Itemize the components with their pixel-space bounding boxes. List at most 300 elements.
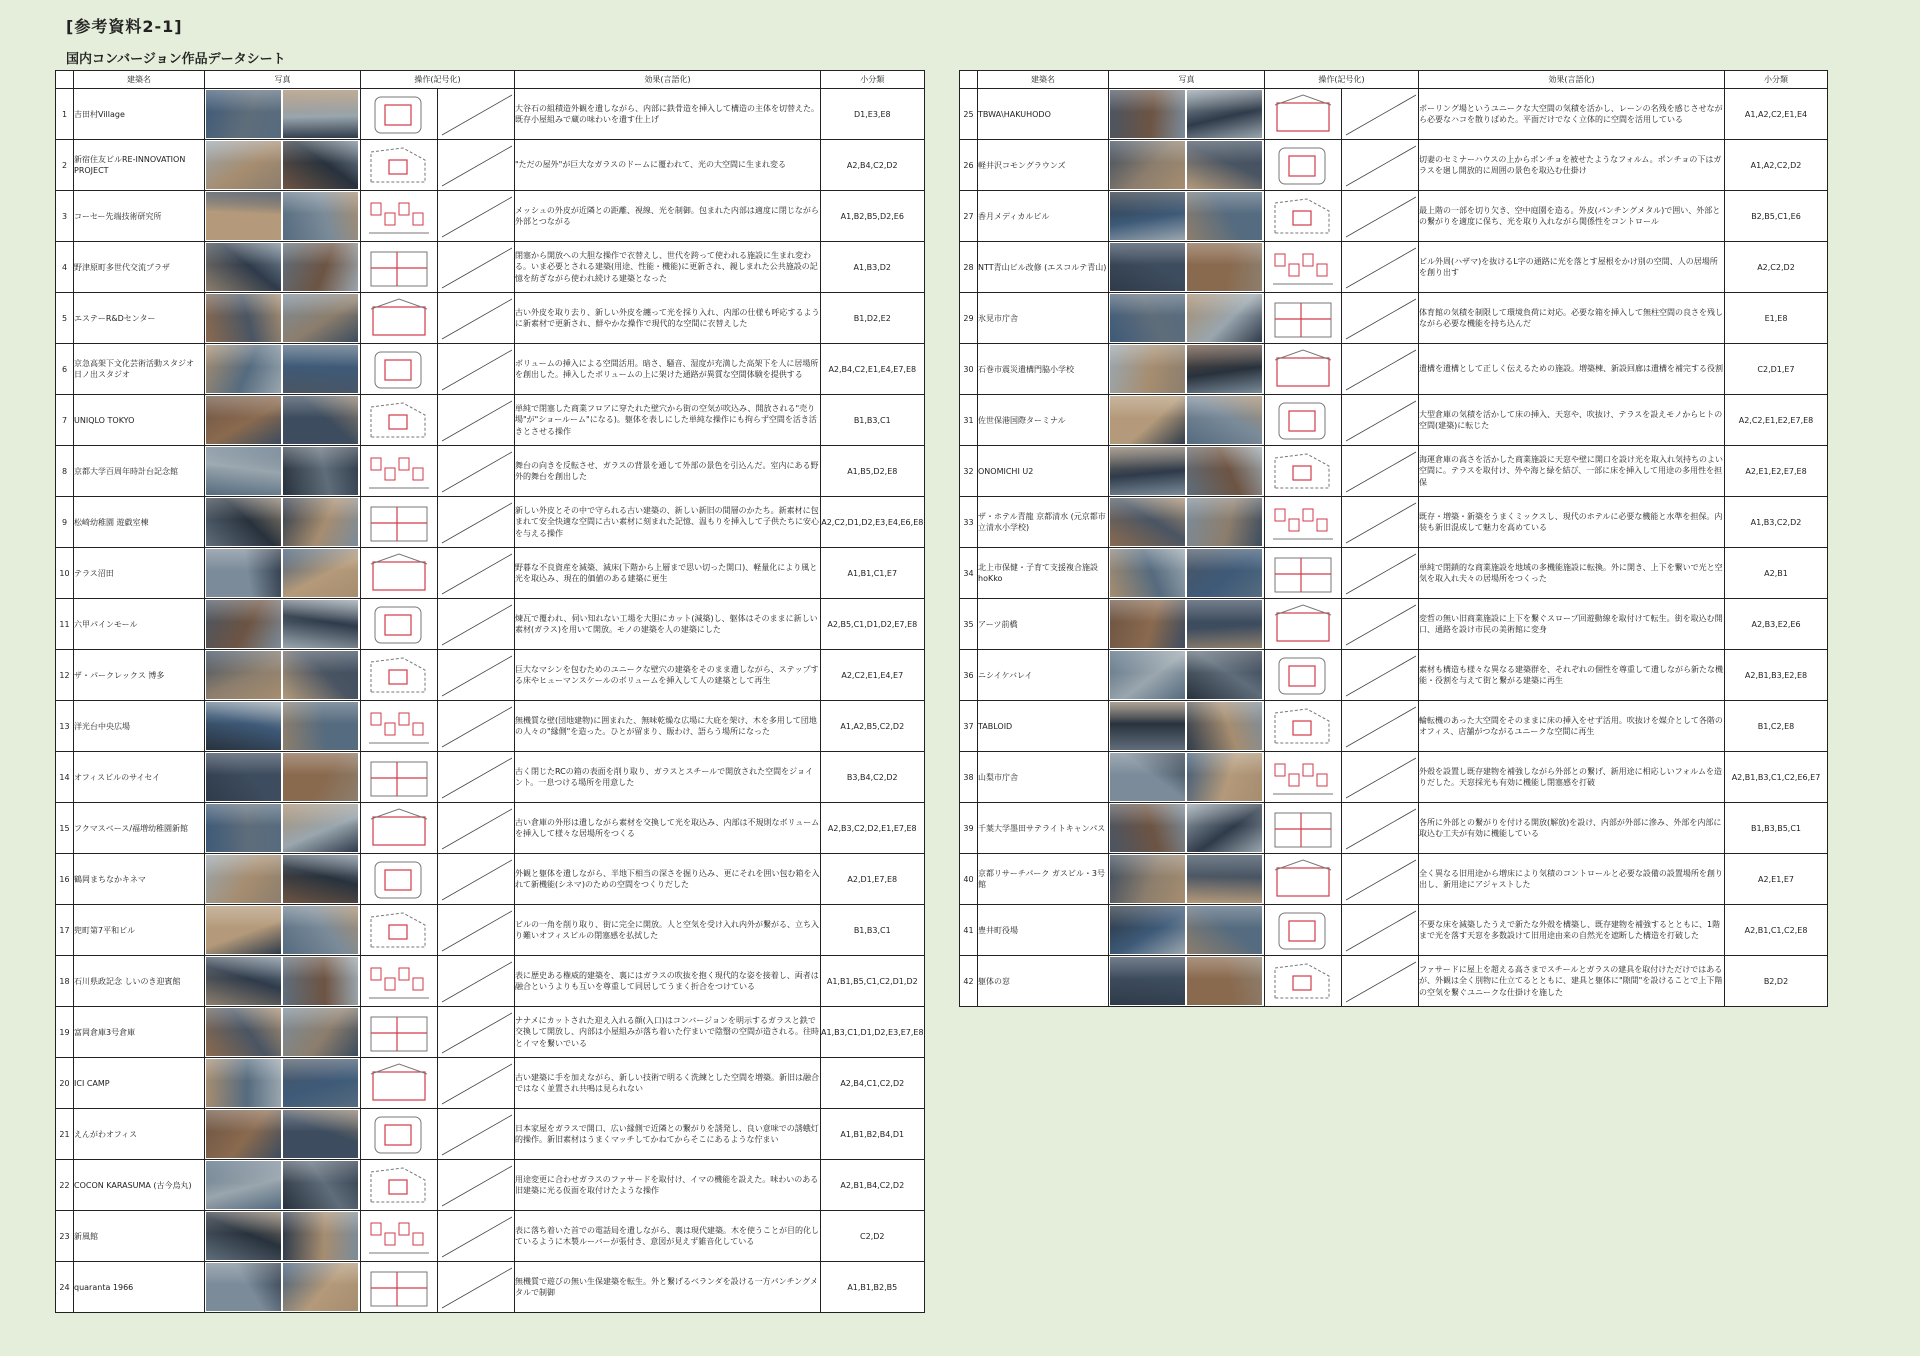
plan-diagram-drawing bbox=[363, 397, 435, 443]
row-number: 29 bbox=[960, 293, 978, 344]
interior-photo bbox=[283, 651, 358, 699]
plan-diagram bbox=[1265, 344, 1342, 395]
section-diagram bbox=[438, 548, 515, 599]
section-diagram bbox=[438, 293, 515, 344]
plan-diagram-drawing bbox=[1267, 703, 1339, 749]
building-name: 富岡倉庫3号倉庫 bbox=[74, 1007, 205, 1058]
plan-diagram-drawing bbox=[1267, 754, 1339, 800]
exterior-photo bbox=[206, 294, 281, 342]
building-name: TBWA\HAKUHODO bbox=[978, 89, 1109, 140]
effect-description: "ただの屋外"が巨大なガラスのドームに覆われて、光の大空間に生まれ変る bbox=[515, 140, 821, 191]
photo-cell bbox=[1109, 905, 1265, 956]
table-row bbox=[960, 752, 1828, 803]
effect-description: 遺構を遺構として正しく伝えるための施設。増築棟、新設回廊は遺構を補完する役割 bbox=[1419, 344, 1725, 395]
section-diagram-drawing bbox=[440, 346, 512, 392]
building-name: quaranta 1966 bbox=[74, 1262, 205, 1313]
effect-description: 古く閉じたRCの箱の表面を削り取り、ガラスとスチールで開放された空間をジョイント。一息つける場所を用意した bbox=[515, 752, 821, 803]
plan-diagram-drawing bbox=[1267, 601, 1339, 647]
table-row bbox=[56, 701, 925, 752]
classification-codes: C2,D2 bbox=[821, 1211, 925, 1262]
section-diagram bbox=[1342, 395, 1419, 446]
row-number: 30 bbox=[960, 344, 978, 395]
table-row bbox=[56, 293, 925, 344]
data-table-left bbox=[55, 70, 925, 1313]
exterior-photo bbox=[1110, 294, 1185, 342]
section-diagram bbox=[1342, 650, 1419, 701]
section-diagram-drawing bbox=[440, 1213, 512, 1259]
interior-photo bbox=[283, 1008, 358, 1056]
section-diagram bbox=[438, 599, 515, 650]
table-header-row bbox=[960, 71, 1828, 89]
interior-photo bbox=[283, 141, 358, 189]
row-number: 40 bbox=[960, 854, 978, 905]
effect-description: 古い外皮を取り去り、新しい外皮を纏って光を採り入れ、内部の仕様も呼応するように新素材で更新され、鮮やかな操作で現代的な空間に衣替えした bbox=[515, 293, 821, 344]
building-name: 香月メディカルビル bbox=[978, 191, 1109, 242]
plan-diagram-drawing bbox=[1267, 346, 1339, 392]
interior-photo bbox=[1187, 651, 1262, 699]
section-diagram-drawing bbox=[440, 295, 512, 341]
section-diagram-drawing bbox=[440, 244, 512, 290]
classification-codes: A2,E1,E2,E7,E8 bbox=[1725, 446, 1828, 497]
plan-diagram-drawing bbox=[363, 142, 435, 188]
table-row bbox=[56, 1211, 925, 1262]
plan-diagram bbox=[361, 803, 438, 854]
section-diagram bbox=[438, 752, 515, 803]
interior-photo bbox=[1187, 549, 1262, 597]
table-row bbox=[56, 1007, 925, 1058]
photo-cell bbox=[205, 1211, 361, 1262]
section-diagram-drawing bbox=[440, 907, 512, 953]
table-row bbox=[960, 242, 1828, 293]
effect-description: ビル外周(ハザマ)を抜けるL字の通路に光を落とす屋根をかけ別の空間、人の居場所を創り出す bbox=[1419, 242, 1725, 293]
row-number: 19 bbox=[56, 1007, 74, 1058]
interior-photo bbox=[283, 1059, 358, 1107]
plan-diagram bbox=[1265, 191, 1342, 242]
section-diagram-drawing bbox=[440, 1264, 512, 1310]
effect-description: 外殻を設置し既存建物を補強しながら外部との繋げ、新用途に相応しいフォルムを造りだした。天窓採光も有効に機能し閉塞感を打破 bbox=[1419, 752, 1725, 803]
table-row bbox=[960, 599, 1828, 650]
plan-diagram bbox=[1265, 650, 1342, 701]
header-effect: 効果(言語化) bbox=[515, 71, 821, 89]
section-diagram bbox=[1342, 905, 1419, 956]
photo-cell bbox=[205, 140, 361, 191]
building-name: 京都リサーチパーク ガスビル・3号館 bbox=[978, 854, 1109, 905]
section-diagram bbox=[438, 446, 515, 497]
classification-codes: B1,C2,E8 bbox=[1725, 701, 1828, 752]
header-classification: 小分類 bbox=[821, 71, 925, 89]
table-row bbox=[56, 956, 925, 1007]
plan-diagram bbox=[361, 497, 438, 548]
section-diagram bbox=[438, 1007, 515, 1058]
effect-description: 各所に外部との繋がりを付ける開放(解放)を設け、内部が外部に滲み、外部を内部に取込む工夫が有効に機能している bbox=[1419, 803, 1725, 854]
section-diagram-drawing bbox=[1344, 244, 1416, 290]
header-effect: 効果(言語化) bbox=[1419, 71, 1725, 89]
photo-cell bbox=[205, 854, 361, 905]
building-name: ザ・パークレックス 博多 bbox=[74, 650, 205, 701]
effect-description: 素材も構造も様々な異なる建築群を、それぞれの個性を尊重して遺しながら新たな機能・役割を与えて街と繋がる建築に再生 bbox=[1419, 650, 1725, 701]
section-diagram-drawing bbox=[1344, 958, 1416, 1004]
classification-codes: A2,B4,C2,D2 bbox=[821, 140, 925, 191]
interior-photo bbox=[1187, 345, 1262, 393]
building-name: 石川県政記念 しいのき迎賓館 bbox=[74, 956, 205, 1007]
interior-photo bbox=[283, 90, 358, 138]
plan-diagram-drawing bbox=[1267, 397, 1339, 443]
exterior-photo bbox=[1110, 906, 1185, 954]
effect-description: 無機質で遊びの無い生保建築を転生。外と繋げるベランダを設ける一方パンチングメタルで制御 bbox=[515, 1262, 821, 1313]
effect-description: 新しい外皮とその中で守られる古い建築の、新しい新旧の間層のかたち。新素材に包まれて安全快適な空間に古い素材に刻まれた記憶、温もりを挿入して子供たちに安心を与える操作 bbox=[515, 497, 821, 548]
classification-codes: A1,B3,D2 bbox=[821, 242, 925, 293]
interior-photo bbox=[283, 549, 358, 597]
interior-photo bbox=[1187, 90, 1262, 138]
photo-cell bbox=[205, 1160, 361, 1211]
plan-diagram-drawing bbox=[363, 652, 435, 698]
document-label: [参考資料2-1] bbox=[66, 17, 183, 36]
classification-codes: A2,B4,C2,E1,E4,E7,E8 bbox=[821, 344, 925, 395]
building-name: オフィスビルのサイセイ bbox=[74, 752, 205, 803]
section-diagram-drawing bbox=[440, 754, 512, 800]
building-name: 京急高架下文化芸術活動スタジオ 日ノ出スタジオ bbox=[74, 344, 205, 395]
row-number: 28 bbox=[960, 242, 978, 293]
classification-codes: A2,B1,B4,C2,D2 bbox=[821, 1160, 925, 1211]
table-row bbox=[56, 242, 925, 293]
interior-photo bbox=[1187, 498, 1262, 546]
interior-photo bbox=[283, 294, 358, 342]
exterior-photo bbox=[1110, 498, 1185, 546]
photo-cell bbox=[1109, 803, 1265, 854]
plan-diagram bbox=[361, 905, 438, 956]
row-number: 1 bbox=[56, 89, 74, 140]
section-diagram-drawing bbox=[440, 805, 512, 851]
photo-cell bbox=[1109, 650, 1265, 701]
interior-photo bbox=[283, 753, 358, 801]
plan-diagram bbox=[1265, 803, 1342, 854]
section-diagram-drawing bbox=[440, 958, 512, 1004]
section-diagram-drawing bbox=[440, 91, 512, 137]
section-diagram-drawing bbox=[1344, 550, 1416, 596]
section-diagram bbox=[1342, 548, 1419, 599]
exterior-photo bbox=[206, 702, 281, 750]
plan-diagram bbox=[361, 599, 438, 650]
building-name: 洋光台中央広場 bbox=[74, 701, 205, 752]
building-name: エステーR&Dセンター bbox=[74, 293, 205, 344]
plan-diagram bbox=[361, 1211, 438, 1262]
effect-description: 不要な床を減築したうえで新たな外殻を構築し、既存建物を補強するとともに、1階まで光を落す天窓を多数設けて旧用途由来の自然光を遮断した構造を打破した bbox=[1419, 905, 1725, 956]
table-row bbox=[56, 599, 925, 650]
building-name: 千葉大学墨田サテライトキャンパス bbox=[978, 803, 1109, 854]
photo-cell bbox=[1109, 752, 1265, 803]
section-diagram bbox=[438, 956, 515, 1007]
section-diagram bbox=[438, 497, 515, 548]
photo-cell bbox=[1109, 344, 1265, 395]
effect-description: 閉塞から開放への大胆な操作で衣替えし、世代を跨って使われる施設に生まれ変わる。いま必要とされる建築(用途、性能・機能)に更新され、親しまれた公共施設の記憶を紡ぎながら使われ続ける建築となった bbox=[515, 242, 821, 293]
effect-description: 古い建築に手を加えながら、新しい技術で明るく洗練とした空間を増築。新旧は融合ではなく並置され共鳴は見られない bbox=[515, 1058, 821, 1109]
photo-cell bbox=[205, 956, 361, 1007]
interior-photo bbox=[1187, 804, 1262, 852]
interior-photo bbox=[1187, 447, 1262, 495]
section-diagram bbox=[1342, 89, 1419, 140]
plan-diagram-drawing bbox=[1267, 550, 1339, 596]
building-name: NTT青山ビル改修 (エスコルテ青山) bbox=[978, 242, 1109, 293]
classification-codes: A2,D1,E7,E8 bbox=[821, 854, 925, 905]
interior-photo bbox=[1187, 702, 1262, 750]
section-diagram-drawing bbox=[440, 652, 512, 698]
section-diagram bbox=[1342, 956, 1419, 1007]
photo-cell bbox=[205, 548, 361, 599]
classification-codes: A2,C2,D2 bbox=[1725, 242, 1828, 293]
header-operation: 操作(記号化) bbox=[361, 71, 515, 89]
photo-cell bbox=[1109, 242, 1265, 293]
interior-photo bbox=[283, 804, 358, 852]
effect-description: 野暮な不良資産を減築、減床(下階から上層まで思い切った開口)、軽量化により風と光を取込み、現在的価値のある建築に更生 bbox=[515, 548, 821, 599]
row-number: 26 bbox=[960, 140, 978, 191]
effect-description: 表に歴史ある権威的建築を、裏にはガラスの吹抜を抱く現代的な姿を接着し、両者は融合というよりも互いを尊重して同居してうまく折合をつけている bbox=[515, 956, 821, 1007]
exterior-photo bbox=[1110, 90, 1185, 138]
section-diagram-drawing bbox=[440, 601, 512, 647]
table-row bbox=[960, 854, 1828, 905]
interior-photo bbox=[1187, 855, 1262, 903]
plan-diagram bbox=[361, 140, 438, 191]
header-photo: 写真 bbox=[1109, 71, 1265, 89]
table-row bbox=[960, 191, 1828, 242]
exterior-photo bbox=[206, 753, 281, 801]
classification-codes: B2,B5,C1,E6 bbox=[1725, 191, 1828, 242]
exterior-photo bbox=[1110, 396, 1185, 444]
plan-diagram bbox=[361, 854, 438, 905]
plan-diagram-drawing bbox=[363, 1264, 435, 1310]
plan-diagram-drawing bbox=[1267, 499, 1339, 545]
plan-diagram bbox=[1265, 854, 1342, 905]
exterior-photo bbox=[206, 906, 281, 954]
plan-diagram bbox=[1265, 752, 1342, 803]
section-diagram-drawing bbox=[440, 703, 512, 749]
plan-diagram bbox=[1265, 548, 1342, 599]
row-number: 41 bbox=[960, 905, 978, 956]
photo-cell bbox=[1109, 293, 1265, 344]
plan-diagram bbox=[361, 242, 438, 293]
exterior-photo bbox=[206, 1212, 281, 1260]
section-diagram bbox=[438, 701, 515, 752]
table-row bbox=[960, 548, 1828, 599]
interior-photo bbox=[1187, 600, 1262, 648]
classification-codes: A2,B1,B3,E2,E8 bbox=[1725, 650, 1828, 701]
table-row bbox=[960, 344, 1828, 395]
table-row bbox=[56, 803, 925, 854]
classification-codes: A2,C2,E1,E4,E7 bbox=[821, 650, 925, 701]
effect-description: 用途変更に合わせガラスのファサードを取付け、イマの機能を設えた。味わいのある旧建築に光る仮面を取付けたような操作 bbox=[515, 1160, 821, 1211]
building-name: アーツ前橋 bbox=[978, 599, 1109, 650]
interior-photo bbox=[1187, 753, 1262, 801]
building-name: ニシイケバレイ bbox=[978, 650, 1109, 701]
section-diagram bbox=[438, 344, 515, 395]
plan-diagram-drawing bbox=[363, 601, 435, 647]
section-diagram-drawing bbox=[440, 142, 512, 188]
classification-codes: A1,A2,B5,C2,D2 bbox=[821, 701, 925, 752]
row-number: 42 bbox=[960, 956, 978, 1007]
plan-diagram bbox=[361, 752, 438, 803]
building-name: 六甲パインモール bbox=[74, 599, 205, 650]
effect-description: ナナメにカットされた迎え入れる顔(入口)はコンバージョンを明示するガラスと鉄で交換して開放し、内部は小屋組みが落ち着いた佇まいで陰翳の空間が造される。往時とイマを繋いでいる bbox=[515, 1007, 821, 1058]
photo-cell bbox=[205, 395, 361, 446]
classification-codes: D1,E3,E8 bbox=[821, 89, 925, 140]
photo-cell bbox=[205, 89, 361, 140]
row-number: 16 bbox=[56, 854, 74, 905]
plan-diagram bbox=[361, 650, 438, 701]
section-diagram bbox=[438, 905, 515, 956]
section-diagram bbox=[1342, 854, 1419, 905]
section-diagram-drawing bbox=[1344, 499, 1416, 545]
building-name: 京都大学百周年時計台記念館 bbox=[74, 446, 205, 497]
section-diagram-drawing bbox=[1344, 805, 1416, 851]
effect-description: 大型倉庫の気積を活かして床の挿入、天窓や、吹抜け、テラスを設えモノからヒトの空間(建築)に転じた bbox=[1419, 395, 1725, 446]
row-number: 27 bbox=[960, 191, 978, 242]
classification-codes: C2,D1,E7 bbox=[1725, 344, 1828, 395]
photo-cell bbox=[205, 1058, 361, 1109]
plan-diagram bbox=[361, 1160, 438, 1211]
header-building-name: 建築名 bbox=[74, 71, 205, 89]
building-name: 新風館 bbox=[74, 1211, 205, 1262]
table-row bbox=[56, 395, 925, 446]
photo-cell bbox=[205, 803, 361, 854]
classification-codes: A1,B1,C1,E7 bbox=[821, 548, 925, 599]
row-number: 18 bbox=[56, 956, 74, 1007]
photo-cell bbox=[1109, 599, 1265, 650]
section-diagram-drawing bbox=[1344, 652, 1416, 698]
section-diagram-drawing bbox=[440, 856, 512, 902]
interior-photo bbox=[283, 600, 358, 648]
section-diagram bbox=[1342, 293, 1419, 344]
table-row bbox=[56, 140, 925, 191]
exterior-photo bbox=[1110, 549, 1185, 597]
row-number: 11 bbox=[56, 599, 74, 650]
effect-description: 海運倉庫の高さを活かした商業施設に天窓や壁に開口を設け光を取入れ気持ちのよい空間に。テラスを取付け、外や海と緑を結び、一部に床を挿入して用途の多用性を担保 bbox=[1419, 446, 1725, 497]
exterior-photo bbox=[206, 957, 281, 1005]
photo-cell bbox=[1109, 956, 1265, 1007]
effect-description: 無機質な壁(団地建物)に囲まれた、無味乾燥な広場に大庇を架け、木を多用して団地の人々の"縁側"を造った。ひとが留まり、賑わけ、語らう場所になった bbox=[515, 701, 821, 752]
building-name: 石巻市震災遺構門脇小学校 bbox=[978, 344, 1109, 395]
effect-description: メッシュの外皮が近隣との距離、視線、光を制御。包まれた内部は適度に閉じながら外部とつながる bbox=[515, 191, 821, 242]
interior-photo bbox=[283, 906, 358, 954]
classification-codes: B1,B3,B5,C1 bbox=[1725, 803, 1828, 854]
exterior-photo bbox=[206, 855, 281, 903]
section-diagram bbox=[1342, 191, 1419, 242]
exterior-photo bbox=[1110, 192, 1185, 240]
classification-codes: A2,B1,B3,C1,C2,E6,E7 bbox=[1725, 752, 1828, 803]
table-row bbox=[960, 650, 1828, 701]
section-diagram-drawing bbox=[1344, 448, 1416, 494]
table-row bbox=[960, 293, 1828, 344]
building-name: 鶴岡まちなかキネマ bbox=[74, 854, 205, 905]
section-diagram-drawing bbox=[440, 1111, 512, 1157]
row-number: 25 bbox=[960, 89, 978, 140]
exterior-photo bbox=[1110, 651, 1185, 699]
table-row bbox=[960, 395, 1828, 446]
effect-description: 既存・増築・新築をうまくミックスし、現代のホテルに必要な機能と水準を担保。内装も新旧混成して魅力を高めている bbox=[1419, 497, 1725, 548]
exterior-photo bbox=[206, 345, 281, 393]
photo-cell bbox=[205, 446, 361, 497]
building-name: TABLOID bbox=[978, 701, 1109, 752]
effect-description: 単純で閉鎖的な商業施設を地域の多機能施設に転換。外に開き、上下を繋いで光と空気を取入れ夫々の居場所をつくった bbox=[1419, 548, 1725, 599]
plan-diagram-drawing bbox=[363, 346, 435, 392]
plan-diagram bbox=[361, 1262, 438, 1313]
photo-cell bbox=[205, 1109, 361, 1160]
effect-description: ファサードに屋上を超える高さまでスチールとガラスの建具を取付けただけではあるが、外観は全く別物に仕立てるとともに、建具と躯体に"隙間"を設けることで上下階の空気を繋ぐユニークな仕掛けを施した bbox=[1419, 956, 1725, 1007]
table-row bbox=[56, 89, 925, 140]
building-name: 豊井町役場 bbox=[978, 905, 1109, 956]
building-name: 松崎幼稚園 遊戯室棟 bbox=[74, 497, 205, 548]
row-number: 32 bbox=[960, 446, 978, 497]
section-diagram bbox=[438, 650, 515, 701]
interior-photo bbox=[283, 192, 358, 240]
effect-description: ボリュームの挿入による空間活用。暗さ、騒音、湿度が充満した高架下を人に居場所を創出した。挿入したボリュームの上に架けた通路が異質な空間体験を提供する bbox=[515, 344, 821, 395]
photo-cell bbox=[205, 293, 361, 344]
table-row bbox=[960, 956, 1828, 1007]
plan-diagram-drawing bbox=[363, 1060, 435, 1106]
plan-diagram bbox=[1265, 140, 1342, 191]
plan-diagram bbox=[1265, 395, 1342, 446]
section-diagram bbox=[438, 1211, 515, 1262]
plan-diagram-drawing bbox=[1267, 856, 1339, 902]
photo-cell bbox=[205, 497, 361, 548]
classification-codes: A1,B2,B5,D2,E6 bbox=[821, 191, 925, 242]
row-number: 4 bbox=[56, 242, 74, 293]
section-diagram bbox=[1342, 497, 1419, 548]
classification-codes: A2,B3,C2,D2,E1,E7,E8 bbox=[821, 803, 925, 854]
plan-diagram bbox=[361, 701, 438, 752]
classification-codes: B3,B4,C2,D2 bbox=[821, 752, 925, 803]
exterior-photo bbox=[206, 1110, 281, 1158]
exterior-photo bbox=[1110, 345, 1185, 393]
plan-diagram bbox=[361, 1109, 438, 1160]
classification-codes: B1,B3,C1 bbox=[821, 905, 925, 956]
row-number: 34 bbox=[960, 548, 978, 599]
plan-diagram bbox=[1265, 89, 1342, 140]
header-operation: 操作(記号化) bbox=[1265, 71, 1419, 89]
section-diagram bbox=[1342, 242, 1419, 293]
building-name: 兜町第7平和ビル bbox=[74, 905, 205, 956]
row-number: 23 bbox=[56, 1211, 74, 1262]
exterior-photo bbox=[206, 804, 281, 852]
section-diagram bbox=[438, 242, 515, 293]
plan-diagram-drawing bbox=[363, 448, 435, 494]
photo-cell bbox=[1109, 395, 1265, 446]
plan-diagram-drawing bbox=[363, 754, 435, 800]
exterior-photo bbox=[206, 90, 281, 138]
row-number: 12 bbox=[56, 650, 74, 701]
effect-description: 切妻のセミナーハウスの上からポンチョを被せたようなフォルム。ポンチョの下はガラスを廻し開放的に周囲の景色を取込む仕掛け bbox=[1419, 140, 1725, 191]
photo-cell bbox=[1109, 191, 1265, 242]
plan-diagram-drawing bbox=[1267, 907, 1339, 953]
section-diagram-drawing bbox=[1344, 346, 1416, 392]
table-row bbox=[56, 497, 925, 548]
plan-diagram-drawing bbox=[363, 193, 435, 239]
building-name: 野津原町多世代交流プラザ bbox=[74, 242, 205, 293]
row-number: 6 bbox=[56, 344, 74, 395]
header-photo: 写真 bbox=[205, 71, 361, 89]
effect-description: 巨大なマシンを包むためのユニークな壁穴の建築をそのまま遺しながら、ステップする床やヒューマンスケールのボリュームを挿入して人の建築として再生 bbox=[515, 650, 821, 701]
plan-diagram-drawing bbox=[363, 805, 435, 851]
plan-diagram-drawing bbox=[363, 1111, 435, 1157]
exterior-photo bbox=[206, 651, 281, 699]
row-number: 13 bbox=[56, 701, 74, 752]
section-diagram bbox=[438, 1109, 515, 1160]
section-diagram-drawing bbox=[440, 1162, 512, 1208]
exterior-photo bbox=[1110, 702, 1185, 750]
table-row bbox=[56, 191, 925, 242]
classification-codes: A2,B5,C1,D1,D2,E7,E8 bbox=[821, 599, 925, 650]
classification-codes: A1,B5,D2,E8 bbox=[821, 446, 925, 497]
plan-diagram-drawing bbox=[363, 856, 435, 902]
row-number: 38 bbox=[960, 752, 978, 803]
